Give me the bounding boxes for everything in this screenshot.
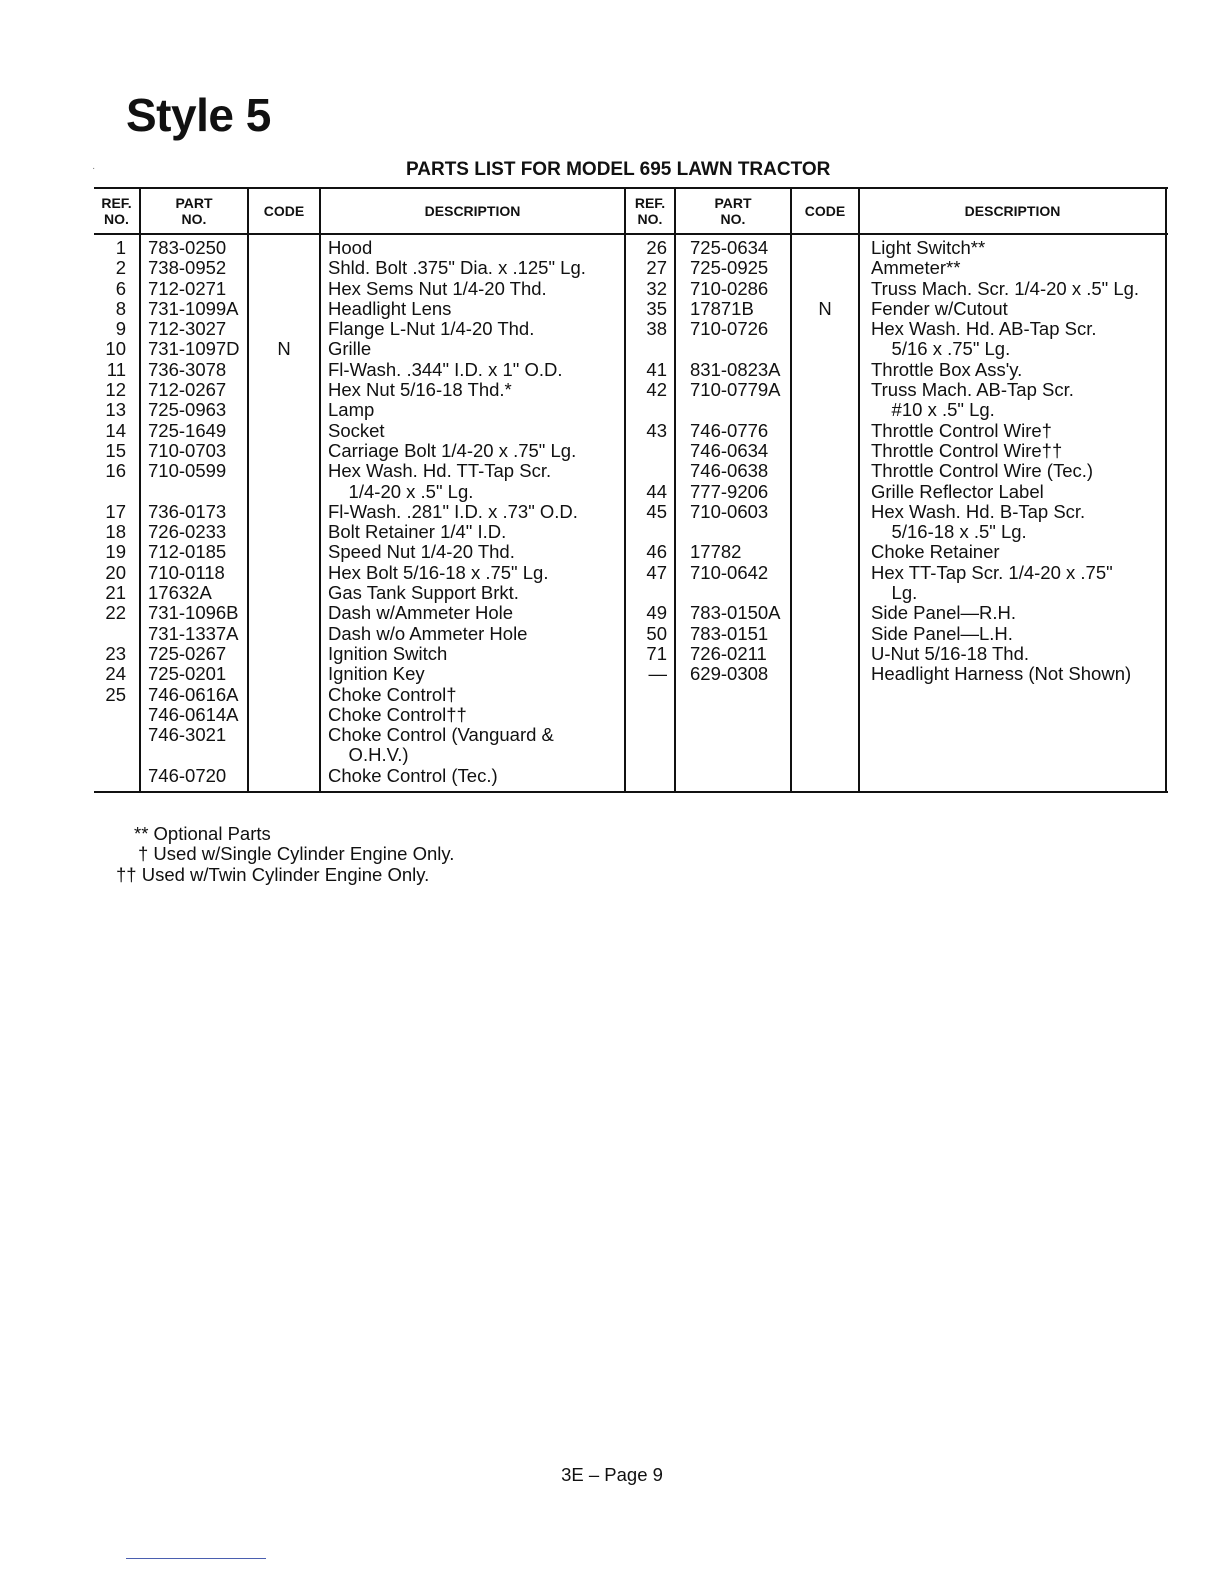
column-divider (139, 187, 141, 793)
table-cell (249, 542, 319, 562)
table-cell: 710-0118 (148, 561, 225, 583)
footnote-single-cylinder: † Used w/Single Cylinder Engine Only. (138, 843, 455, 865)
left-description-column (328, 238, 624, 786)
table-cell: 710-0703 (148, 439, 227, 461)
table-cell (249, 502, 319, 522)
table-cell: 38 (646, 318, 667, 340)
table-cell: Flange L-Nut 1/4-20 Thd. (328, 318, 535, 340)
table-cell: 26 (646, 237, 667, 258)
table-cell: 5/16 x .75" Lg. (871, 338, 1011, 360)
table-cell (94, 766, 126, 786)
table-cell: 736-3078 (148, 358, 227, 380)
table-cell: 710-0286 (690, 277, 769, 299)
table-cell: 731-1099A (148, 297, 239, 319)
table-cell: Fl-Wash. .281" I.D. x .73" O.D. (328, 500, 578, 522)
table-cell: Choke Control†† (328, 703, 467, 725)
table-cell: Truss Mach. Scr. 1/4-20 x .5" Lg. (871, 277, 1140, 299)
parts-list-title: PARTS LIST FOR MODEL 695 LAWN TRACTOR (406, 159, 831, 180)
table-cell: 10 (105, 338, 126, 360)
table-cell (249, 380, 319, 400)
table-cell: 16 (105, 460, 126, 482)
table-cell: 23 (105, 642, 126, 664)
table-cell: 25 (105, 683, 126, 705)
table-cell: 710-0779A (690, 379, 781, 401)
table-cell (792, 664, 858, 684)
table-cell: Fender w/Cutout (871, 297, 1008, 319)
table-cell: 725-0634 (690, 237, 769, 258)
table-cell: 24 (105, 663, 126, 685)
table-cell: 746-0776 (690, 419, 769, 441)
table-cell: 17871B (690, 297, 754, 319)
right-ref-column (626, 238, 667, 685)
table-cell (249, 725, 319, 745)
scan-mark: · (92, 163, 96, 174)
table-cell: 1/4-20 x .5" Lg. (328, 480, 474, 502)
style-title: Style 5 (126, 89, 271, 141)
table-cell: Speed Nut 1/4-20 Thd. (328, 541, 515, 563)
footnotes (112, 824, 454, 885)
column-divider (858, 187, 860, 793)
table-cell (792, 319, 858, 339)
table-cell: Choke Control† (328, 683, 457, 705)
table-cell: 712-3027 (148, 318, 227, 340)
table-cell: Grille Reflector Label (871, 480, 1044, 502)
table-cell: 35 (646, 297, 667, 319)
table-cell (626, 339, 667, 359)
table-cell: Grille (328, 338, 372, 360)
table-cell (249, 461, 319, 481)
header-description-right: DESCRIPTION (964, 203, 1061, 219)
table-cell (690, 522, 790, 542)
table-cell (249, 583, 319, 603)
table-cell (792, 380, 858, 400)
table-cell: Side Panel—L.H. (871, 622, 1013, 644)
table-cell (792, 461, 858, 481)
table-cell: 19 (105, 541, 126, 563)
table-cell (249, 482, 319, 502)
table-cell: Fl-Wash. .344" I.D. x 1" O.D. (328, 358, 563, 380)
table-cell: Side Panel—R.H. (871, 602, 1016, 624)
table-cell: Hex Nut 5/16-18 Thd.* (328, 379, 512, 401)
table-cell (249, 766, 319, 786)
table-cell: Shld. Bolt .375" Dia. x .125" Lg. (328, 257, 586, 279)
table-cell (792, 441, 858, 461)
table-cell (690, 583, 790, 603)
table-cell: 746-3021 (148, 724, 227, 746)
table-cell (792, 563, 858, 583)
table-cell (249, 644, 319, 664)
footnote-twin-cylinder: †† Used w/Twin Cylinder Engine Only. (116, 863, 430, 885)
table-cell (94, 705, 126, 725)
table-cell (249, 238, 319, 258)
table-cell (249, 745, 319, 765)
table-cell: Throttle Control Wire†† (871, 439, 1063, 461)
table-cell: Headlight Harness (Not Shown) (871, 663, 1132, 685)
table-cell (792, 603, 858, 623)
table-cell (249, 685, 319, 705)
table-cell: 13 (105, 399, 126, 421)
table-cell: Hex Sems Nut 1/4-20 Thd. (328, 277, 547, 299)
table-cell (249, 441, 319, 461)
table-cell: 783-0250 (148, 237, 227, 258)
table-cell: 27 (646, 257, 667, 279)
table-cell (249, 603, 319, 623)
table-cell: Throttle Box Ass'y. (871, 358, 1023, 380)
table-cell: #10 x .5" Lg. (871, 399, 995, 421)
table-cell (792, 482, 858, 502)
table-cell: Light Switch** (871, 237, 986, 258)
table-cell: Hex Wash. Hd. B-Tap Scr. (871, 500, 1086, 522)
table-cell: 32 (646, 277, 667, 299)
table-cell: 726-0211 (690, 642, 767, 664)
table-cell: 50 (646, 622, 667, 644)
table-cell (249, 319, 319, 339)
table-cell (792, 624, 858, 644)
table-cell: Ignition Switch (328, 642, 448, 664)
table-cell: 746-0720 (148, 764, 227, 786)
table-cell: 746-0638 (690, 460, 769, 482)
table-cell (792, 583, 858, 603)
table-cell: 22 (105, 602, 126, 624)
table-cell: 18 (105, 521, 126, 543)
table-bottom-rule (94, 791, 1168, 793)
table-cell: Bolt Retainer 1/4" I.D. (328, 521, 507, 543)
table-cell (94, 624, 126, 644)
table-cell: 710-0726 (690, 318, 769, 340)
left-code-column (249, 238, 319, 786)
column-divider (319, 187, 321, 793)
right-description-column (871, 238, 1167, 685)
header-part-no-right: PART NO. (714, 195, 752, 227)
table-cell: Gas Tank Support Brkt. (328, 582, 519, 604)
header-part-no: PART NO. (175, 195, 213, 227)
table-cell (249, 563, 319, 583)
table-cell (249, 664, 319, 684)
table-cell: 71 (646, 642, 667, 664)
table-cell: 736-0173 (148, 500, 227, 522)
header-code: CODE (263, 203, 305, 219)
table-cell: 9 (115, 318, 126, 340)
footnote-optional: ** Optional Parts (134, 823, 271, 844)
table-cell (249, 421, 319, 441)
right-part-column (690, 238, 790, 685)
table-cell (792, 360, 858, 380)
table-cell: Throttle Control Wire (Tec.) (871, 460, 1094, 482)
table-cell: Choke Control (Vanguard & (328, 724, 554, 746)
table-cell (792, 522, 858, 542)
table-cell (249, 522, 319, 542)
table-cell: 15 (105, 439, 126, 461)
table-cell (690, 339, 790, 359)
table-cell: 725-0925 (690, 257, 769, 279)
table-cell: 17782 (690, 541, 742, 563)
table-cell: 783-0150A (690, 602, 781, 624)
table-cell (792, 421, 858, 441)
table-cell (792, 502, 858, 522)
table-cell: Dash w/o Ammeter Hole (328, 622, 528, 644)
table-cell (249, 279, 319, 299)
table-cell (626, 441, 667, 461)
table-cell: Choke Control (Tec.) (328, 764, 498, 786)
table-cell: 11 (106, 358, 126, 380)
page-number: 3E – Page 9 (561, 1464, 663, 1485)
table-cell: Hex Wash. Hd. TT-Tap Scr. (328, 460, 552, 482)
table-cell: 710-0603 (690, 500, 769, 522)
footer-rule (126, 1558, 266, 1559)
table-cell: Lg. (871, 582, 918, 604)
table-cell: 45 (646, 500, 667, 522)
table-cell: N (818, 297, 832, 319)
table-cell: Truss Mach. AB-Tap Scr. (871, 379, 1074, 401)
table-cell: Choke Retainer (871, 541, 1000, 563)
table-cell (249, 705, 319, 725)
table-cell: 21 (105, 582, 126, 604)
table-cell: 46 (646, 541, 667, 563)
table-cell: Ammeter** (871, 257, 961, 279)
table-cell: 712-0271 (148, 277, 227, 299)
table-cell: Throttle Control Wire† (871, 419, 1052, 441)
table-cell: 712-0185 (148, 541, 227, 563)
table-cell: O.H.V.) (328, 744, 409, 766)
right-code-column (792, 238, 858, 685)
table-cell: 14 (105, 419, 126, 441)
table-cell: Hex Bolt 5/16-18 x .75" Lg. (328, 561, 549, 583)
table-cell: Ignition Key (328, 663, 425, 685)
table-cell (249, 258, 319, 278)
table-cell: Hood (328, 237, 373, 258)
table-cell: 710-0599 (148, 460, 227, 482)
table-cell: 725-0201 (148, 663, 227, 685)
table-cell: — (648, 663, 667, 685)
table-cell: 629-0308 (690, 663, 769, 685)
table-cell: 2 (115, 257, 126, 279)
table-cell (94, 725, 126, 745)
table-cell: 42 (646, 379, 667, 401)
left-ref-column (94, 238, 126, 786)
table-cell: 726-0233 (148, 521, 227, 543)
table-cell: Lamp (328, 399, 375, 421)
table-cell: U-Nut 5/16-18 Thd. (871, 642, 1030, 664)
table-cell: Dash w/Ammeter Hole (328, 602, 514, 624)
table-cell: 8 (115, 297, 126, 319)
header-ref-no-right: REF. NO. (634, 195, 666, 227)
table-cell: 5/16-18 x .5" Lg. (871, 521, 1027, 543)
table-cell: 746-0616A (148, 683, 239, 705)
table-cell: 49 (646, 602, 667, 624)
table-cell: 1 (115, 237, 126, 258)
table-cell (148, 482, 248, 502)
table-cell: 777-9206 (690, 480, 769, 502)
left-part-column (148, 238, 248, 786)
table-cell: Headlight Lens (328, 297, 452, 319)
table-cell: 44 (646, 480, 667, 502)
table-cell: 731-1337A (148, 622, 239, 644)
table-cell: 43 (646, 419, 667, 441)
table-cell (249, 400, 319, 420)
table-cell: 783-0151 (690, 622, 769, 644)
table-cell (626, 400, 667, 420)
table-cell: Socket (328, 419, 385, 441)
table-cell (626, 461, 667, 481)
table-cell (249, 624, 319, 644)
table-cell: 725-1649 (148, 419, 227, 441)
table-cell: 831-0823A (690, 358, 781, 380)
table-cell: 731-1097D (148, 338, 240, 360)
table-cell (792, 279, 858, 299)
table-cell: 710-0642 (690, 561, 769, 583)
table-cell: 725-0267 (148, 642, 227, 664)
table-cell: 41 (646, 358, 667, 380)
table-cell: 746-0634 (690, 439, 769, 461)
table-cell (626, 583, 667, 603)
table-cell: 20 (105, 561, 126, 583)
table-cell (792, 644, 858, 664)
table-cell: 47 (646, 561, 667, 583)
table-cell (792, 258, 858, 278)
header-bottom-rule (94, 233, 1168, 235)
table-cell: 17632A (148, 582, 212, 604)
column-divider (674, 187, 676, 793)
table-cell: 746-0614A (148, 703, 239, 725)
table-cell (94, 482, 126, 502)
table-cell: Hex TT-Tap Scr. 1/4-20 x .75" (871, 561, 1113, 583)
table-cell: Hex Wash. Hd. AB-Tap Scr. (871, 318, 1097, 340)
table-cell (792, 400, 858, 420)
table-cell (626, 522, 667, 542)
table-cell (690, 400, 790, 420)
table-cell: N (277, 338, 291, 360)
table-cell: 12 (105, 379, 126, 401)
table-cell (94, 745, 126, 765)
table-cell: 712-0267 (148, 379, 227, 401)
table-cell: Carriage Bolt 1/4-20 x .75" Lg. (328, 439, 577, 461)
table-cell (148, 745, 248, 765)
header-code-right: CODE (804, 203, 846, 219)
table-cell: 725-0963 (148, 399, 227, 421)
header-description: DESCRIPTION (424, 203, 521, 219)
table-cell (792, 238, 858, 258)
table-cell (792, 542, 858, 562)
table-cell: 6 (115, 277, 126, 299)
table-cell: 17 (105, 500, 126, 522)
table-cell (249, 299, 319, 319)
table-cell (249, 360, 319, 380)
table-cell (792, 339, 858, 359)
header-ref-no: REF. NO. (101, 195, 132, 227)
table-cell: 731-1096B (148, 602, 239, 624)
table-cell: 738-0952 (148, 257, 227, 279)
